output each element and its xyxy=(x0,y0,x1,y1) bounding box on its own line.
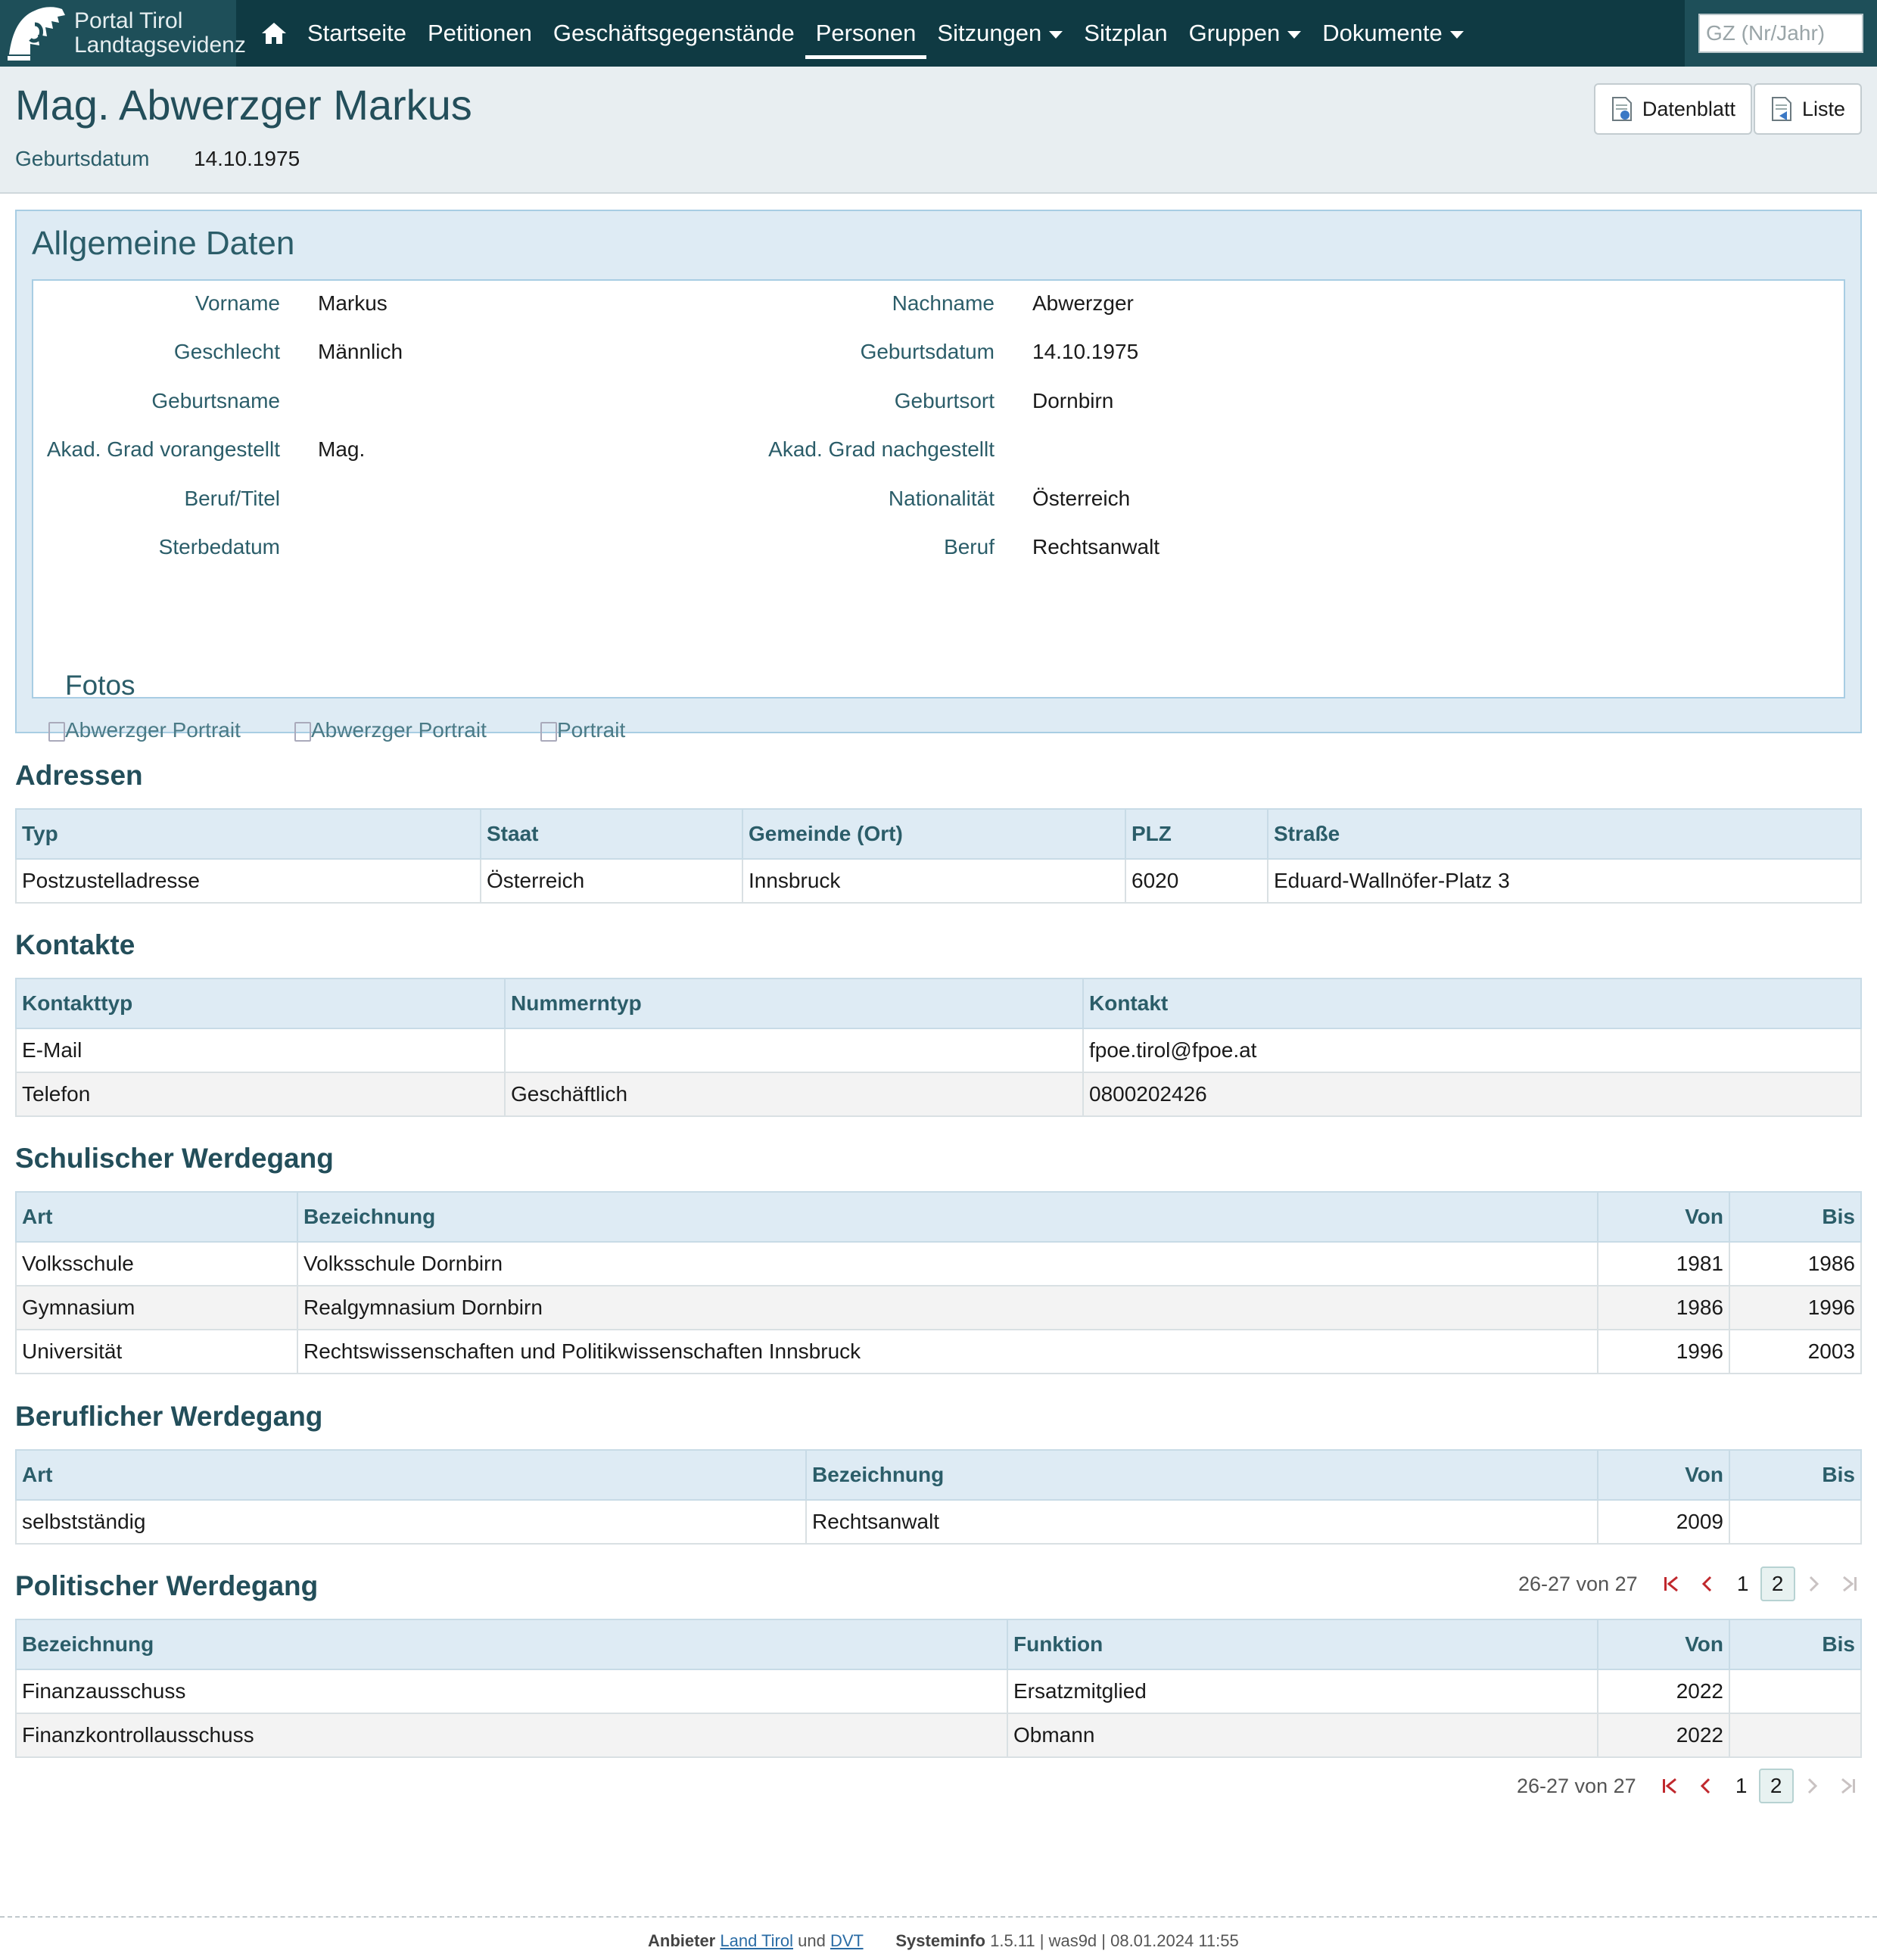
table-cell xyxy=(1729,1713,1861,1757)
column-header[interactable]: Nummerntyp xyxy=(505,978,1083,1028)
field-value-geburtsdatum: 14.10.1975 xyxy=(1032,340,1139,363)
field-label-geburtsort: Geburtsort xyxy=(894,389,995,412)
sysinfo-value: 1.5.11 | was9d | 08.01.2024 11:55 xyxy=(990,1931,1239,1950)
column-header[interactable]: Typ xyxy=(16,809,481,859)
fotos-title: Fotos xyxy=(65,670,135,701)
section-title-politik: Politischer Werdegang xyxy=(15,1570,319,1601)
table-row xyxy=(16,1242,1861,1286)
table-row xyxy=(16,1330,1861,1374)
table-cell: 1986 xyxy=(1729,1242,1861,1286)
nav-item-startseite[interactable]: Startseite xyxy=(307,20,406,46)
table-cell: Eduard-Wallnöfer-Platz 3 xyxy=(1268,859,1861,903)
field-label-nachname: Nachname xyxy=(892,291,995,315)
nav-item-gruppen[interactable]: Gruppen xyxy=(1178,0,1312,67)
table-cell: 2022 xyxy=(1598,1669,1729,1713)
table-cell: Postzustelladresse xyxy=(16,859,481,903)
pagination-top xyxy=(1518,1566,1868,1601)
liste-button[interactable] xyxy=(1754,83,1862,135)
field-label-nationalität: Nationalität xyxy=(888,487,995,510)
table-cell: Realgymnasium Dornbirn xyxy=(297,1286,1598,1330)
column-header[interactable]: Bezeichnung xyxy=(806,1450,1598,1500)
table-cell: 1996 xyxy=(1729,1286,1861,1330)
photo-2[interactable]: Abwerzger Portrait xyxy=(294,718,487,742)
table-cell: Gymnasium xyxy=(16,1286,297,1330)
nav-item-petitionen[interactable]: Petitionen xyxy=(427,20,532,46)
table-cell: Telefon xyxy=(16,1072,505,1116)
brand[interactable] xyxy=(0,0,246,67)
main-nav xyxy=(251,0,1474,67)
page-title: Mag. Abwerzger Markus xyxy=(15,81,472,129)
field-label-beruf: Beruf xyxy=(944,535,995,558)
field-value-beruf: Rechtsanwalt xyxy=(1032,535,1160,558)
dvt-link[interactable]: DVT xyxy=(830,1931,864,1950)
column-header[interactable]: PLZ xyxy=(1125,809,1268,859)
table-cell: E-Mail xyxy=(16,1028,505,1072)
pagination-bottom xyxy=(1517,1769,1866,1803)
table-cell: Geschäftlich xyxy=(505,1072,1083,1116)
column-header[interactable]: Funktion xyxy=(1007,1619,1598,1669)
section-title-allgemein: Allgemeine Daten xyxy=(32,225,295,262)
datasheet-icon xyxy=(1611,96,1633,122)
first-page-icon[interactable] xyxy=(1653,1566,1689,1601)
datenblatt-button[interactable] xyxy=(1594,83,1752,135)
person-header xyxy=(0,67,1877,194)
field-label-geschlecht: Geschlecht xyxy=(173,340,280,363)
table-cell xyxy=(1729,1500,1861,1544)
tirol-eagle-logo-icon xyxy=(5,2,70,65)
school-table xyxy=(15,1191,1862,1374)
section-title-adressen: Adressen xyxy=(15,760,143,791)
birthdate-value: 14.10.1975 xyxy=(194,147,300,170)
table-cell: Rechtswissenschaften und Politikwissenschaften Innsbruck xyxy=(297,1330,1598,1374)
nav-item-geschäftsgegenstände[interactable]: Geschäftsgegenstände xyxy=(553,20,795,46)
column-header[interactable]: Kontakttyp xyxy=(16,978,505,1028)
column-header[interactable]: Bis xyxy=(1729,1450,1861,1500)
last-page-icon[interactable] xyxy=(1830,1769,1866,1803)
brand-line2: Landtagsevidenz xyxy=(74,33,246,58)
field-label-akad-grad-nachgestellt: Akad. Grad nachgestellt xyxy=(768,437,995,461)
field-value-geschlecht: Männlich xyxy=(318,340,403,363)
field-value-geburtsort: Dornbirn xyxy=(1032,389,1114,412)
table-row xyxy=(16,1286,1861,1330)
table-cell: Ersatzmitglied xyxy=(1007,1669,1598,1713)
addresses-table xyxy=(15,808,1862,904)
prev-page-icon[interactable] xyxy=(1689,1566,1726,1601)
datenblatt-label: Datenblatt xyxy=(1642,97,1735,120)
first-page-icon[interactable] xyxy=(1651,1769,1688,1803)
home-icon xyxy=(260,21,288,45)
column-header[interactable]: Bezeichnung xyxy=(16,1619,1007,1669)
field-label-geburtsname: Geburtsname xyxy=(151,389,280,412)
table-cell: 1986 xyxy=(1598,1286,1729,1330)
section-title-schule: Schulischer Werdegang xyxy=(15,1143,334,1174)
section-title-beruf: Beruflicher Werdegang xyxy=(15,1401,323,1432)
home-button[interactable] xyxy=(251,0,297,67)
broken-image-icon xyxy=(540,722,557,742)
table-cell xyxy=(1729,1669,1861,1713)
table-cell: 2003 xyxy=(1729,1330,1861,1374)
liste-label: Liste xyxy=(1801,97,1845,120)
land-tirol-link[interactable]: Land Tirol xyxy=(720,1931,793,1950)
table-cell: Rechtsanwalt xyxy=(806,1500,1598,1544)
column-header[interactable]: Von xyxy=(1598,1619,1729,1669)
nav-item-personen[interactable]: Personen xyxy=(805,0,927,67)
table-cell xyxy=(505,1028,1083,1072)
column-header[interactable]: Bis xyxy=(1729,1192,1861,1242)
general-data-fields xyxy=(32,279,1845,742)
column-header[interactable]: Bezeichnung xyxy=(297,1192,1598,1242)
table-cell: Österreich xyxy=(481,859,742,903)
column-header[interactable]: Art xyxy=(16,1192,297,1242)
field-label-vorname: Vorname xyxy=(195,291,280,315)
field-value-akad-grad-vorangestellt: Mag. xyxy=(318,437,366,461)
birthdate-label: Geburtsdatum xyxy=(15,147,150,170)
caret-down-icon xyxy=(1287,31,1301,39)
pagination-info: 26-27 von 27 xyxy=(1517,1774,1636,1797)
column-header[interactable]: Von xyxy=(1598,1450,1729,1500)
field-value-nationalität: Österreich xyxy=(1032,487,1131,510)
table-row xyxy=(16,859,1861,903)
table-cell: Obmann xyxy=(1007,1713,1598,1757)
table-cell: Finanzausschuss xyxy=(16,1669,1007,1713)
footer: Anbieter Land Tirol und DVT Systeminfo 1.5.11 | was9d | 08.01.2024 11:55 xyxy=(0,1916,1877,1960)
prev-page-icon[interactable] xyxy=(1688,1769,1724,1803)
next-page-icon[interactable] xyxy=(1795,1566,1832,1601)
column-header[interactable]: Art xyxy=(16,1450,806,1500)
field-label-geburtsdatum: Geburtsdatum xyxy=(860,340,995,363)
brand-line1: Portal Tirol xyxy=(74,8,183,33)
table-row xyxy=(16,1713,1861,1757)
table-cell: Universität xyxy=(16,1330,297,1374)
column-header[interactable]: Kontakt xyxy=(1083,978,1861,1028)
table-cell: Innsbruck xyxy=(742,859,1125,903)
page-number-button[interactable]: 2 xyxy=(1759,1769,1794,1803)
field-label-akad-grad-vorangestellt: Akad. Grad vorangestellt xyxy=(46,437,280,461)
table-cell: 2009 xyxy=(1598,1500,1729,1544)
contacts-table xyxy=(15,978,1862,1117)
caret-down-icon xyxy=(1450,31,1464,39)
table-row xyxy=(16,1072,1861,1116)
column-header[interactable]: Staat xyxy=(481,809,742,859)
table-cell: 6020 xyxy=(1125,859,1268,903)
gz-search-input[interactable] xyxy=(1698,14,1863,53)
table-cell: fpoe.tirol@fpoe.at xyxy=(1083,1028,1861,1072)
field-label-beruf-titel: Beruf/Titel xyxy=(184,487,280,510)
photo-3[interactable]: Portrait xyxy=(540,718,625,742)
table-cell: 1996 xyxy=(1598,1330,1729,1374)
nav-item-sitzungen[interactable]: Sitzungen xyxy=(926,0,1073,67)
table-cell: 0800202426 xyxy=(1083,1072,1861,1116)
photo-1[interactable]: Abwerzger Portrait xyxy=(48,718,241,742)
table-cell: 2022 xyxy=(1598,1713,1729,1757)
table-row xyxy=(16,1028,1861,1072)
last-page-icon[interactable] xyxy=(1832,1566,1868,1601)
list-back-icon xyxy=(1770,96,1793,122)
political-table xyxy=(15,1619,1862,1758)
column-header[interactable]: Gemeinde (Ort) xyxy=(742,809,1125,859)
table-row xyxy=(16,1669,1861,1713)
pagination-info: 26-27 von 27 xyxy=(1518,1572,1638,1595)
section-title-kontakte: Kontakte xyxy=(15,929,135,960)
nav-item-dokumente[interactable]: Dokumente xyxy=(1312,0,1474,67)
broken-image-icon xyxy=(48,722,65,742)
table-row xyxy=(16,1500,1861,1544)
table-cell: Volksschule xyxy=(16,1242,297,1286)
table-cell: selbstständig xyxy=(16,1500,806,1544)
broken-image-icon xyxy=(294,722,311,742)
nav-item-sitzplan[interactable]: Sitzplan xyxy=(1084,20,1168,46)
career-table xyxy=(15,1449,1862,1545)
column-header[interactable]: Bis xyxy=(1729,1619,1861,1669)
field-value-vorname: Markus xyxy=(318,291,388,315)
page-number-button[interactable]: 2 xyxy=(1760,1566,1795,1601)
table-cell: Finanzkontrollausschuss xyxy=(16,1713,1007,1757)
table-cell: Volksschule Dornbirn xyxy=(297,1242,1598,1286)
field-label-sterbedatum: Sterbedatum xyxy=(158,535,280,558)
field-value-nachname: Abwerzger xyxy=(1032,291,1134,315)
next-page-icon[interactable] xyxy=(1794,1769,1830,1803)
table-cell: 1981 xyxy=(1598,1242,1729,1286)
page-number-button[interactable]: 1 xyxy=(1735,1774,1748,1797)
caret-down-icon xyxy=(1049,31,1063,39)
column-header[interactable]: Straße xyxy=(1268,809,1861,859)
general-data-panel xyxy=(15,210,1862,742)
top-navbar xyxy=(0,0,1877,67)
column-header[interactable]: Von xyxy=(1598,1192,1729,1242)
page-number-button[interactable]: 1 xyxy=(1736,1572,1749,1595)
